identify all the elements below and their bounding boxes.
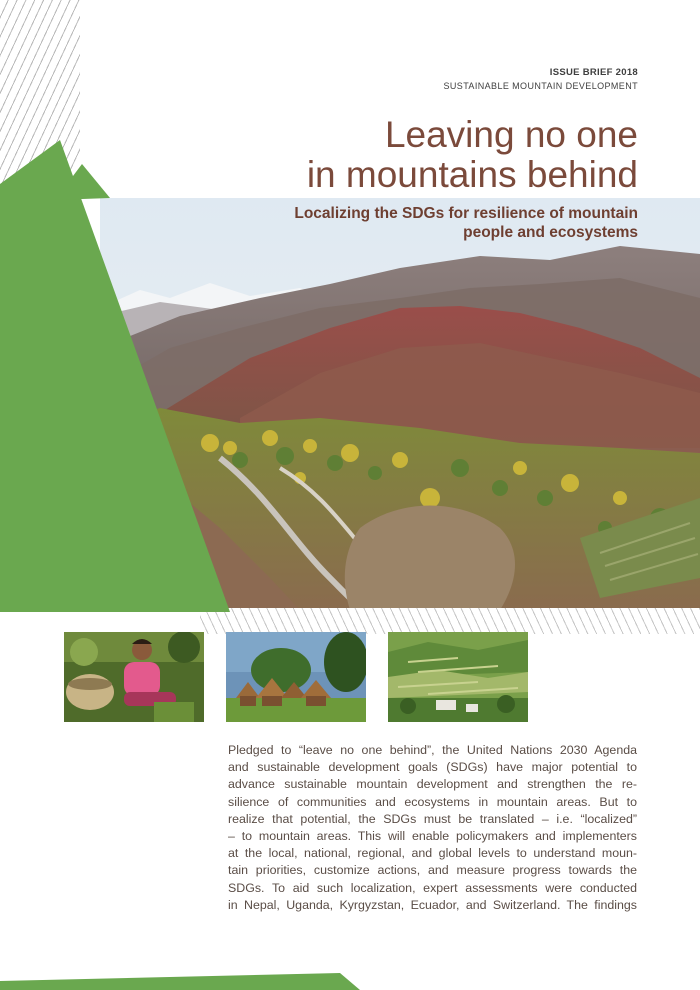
body-paragraph	[228, 742, 637, 914]
body-line: at the local, national, regional, and global levels to understand moun-	[228, 846, 637, 861]
subtitle-line-1: Localizing the SDGs for resilience of mountain	[294, 205, 638, 222]
decorative-hatch-strip	[200, 608, 700, 634]
body-line: silience of communities and ecosystems in mountain areas. But to	[228, 794, 637, 809]
title-line-1: Leaving no one	[384, 114, 638, 155]
page-title	[307, 115, 638, 195]
issue-label: ISSUE BRIEF 2018	[549, 67, 638, 78]
issue-header	[444, 67, 639, 91]
woman-working-in-field-photo	[64, 632, 204, 722]
body-line: in Nepal, Uganda, Kyrgyzstan, Ecuador, and Switzerland. The findings	[228, 897, 637, 912]
subtitle	[168, 204, 638, 242]
body-line: SDGs. To aid such localization, expert assessments were conducted	[228, 880, 637, 895]
body-line: advance sustainable mountain development and strengthen the re-	[228, 777, 637, 792]
green-hillside-farmland-photo	[388, 632, 528, 722]
body-line: and sustainable development goals (SDGs) have major potential to	[228, 760, 637, 775]
body-line: – to mountain areas. This will enable policymakers and implementers	[228, 829, 637, 844]
thatched-huts-village-photo	[226, 632, 366, 722]
body-line: realize that potential, the SDGs must be translated – i.e. “localized”	[228, 811, 637, 826]
green-footer-bar	[0, 973, 360, 990]
body-line: Pledged to “leave no one behind”, the United Nations 2030 Agenda	[228, 743, 637, 757]
body-line: tain priorities, customize actions, and measure progress towards the	[228, 863, 637, 878]
series-label: SUSTAINABLE MOUNTAIN DEVELOPMENT	[443, 81, 638, 91]
title-line-2: in mountains behind	[306, 154, 638, 195]
subtitle-line-2: people and ecosystems	[463, 224, 638, 241]
